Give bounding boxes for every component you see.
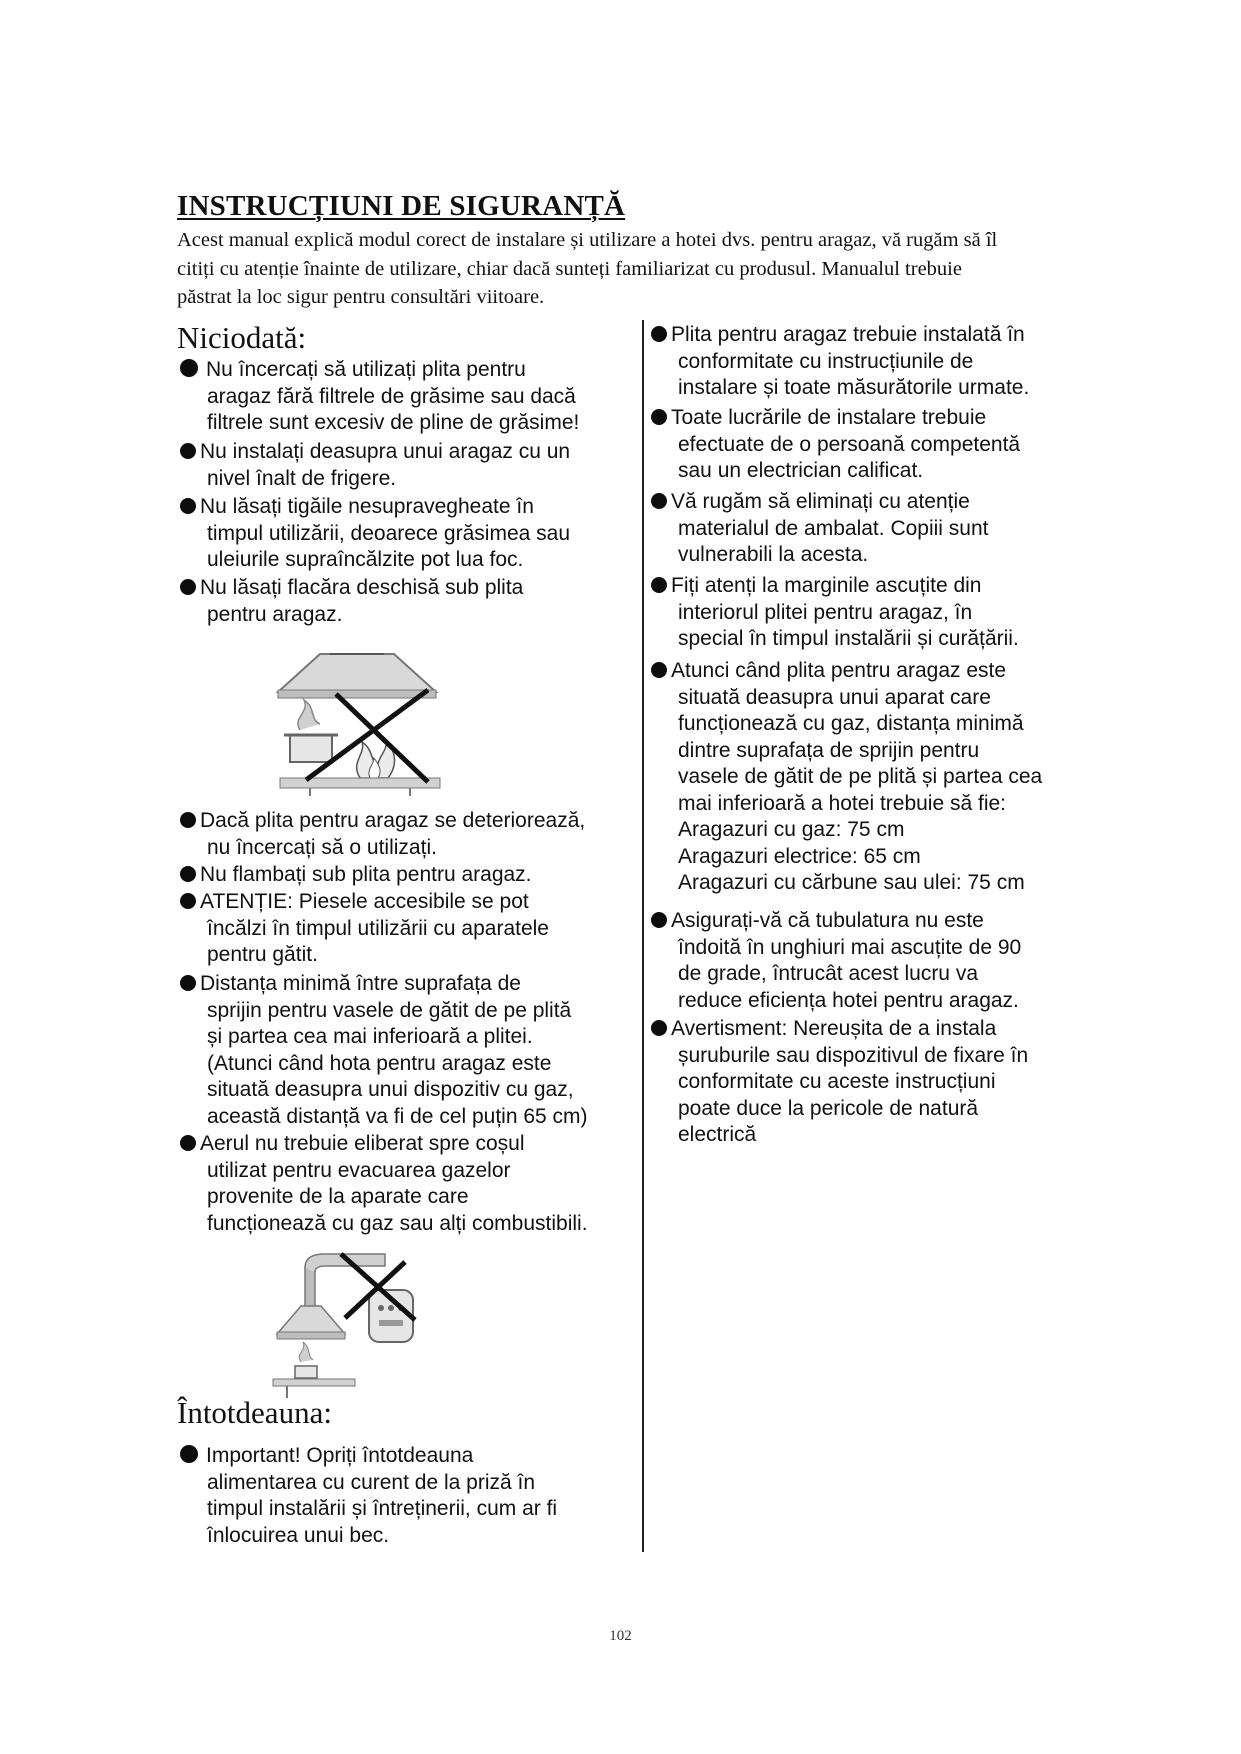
bullet-text: pentru aragaz. [207, 602, 343, 626]
column-divider [642, 320, 644, 1552]
bullet-text: Important! Opriți întotdeauna [206, 1444, 474, 1467]
bullet-dot-icon [180, 866, 196, 882]
bullet-text: timpul instalării și întreținerii, cum ar fi [207, 1497, 558, 1520]
bullet-text: sau un electrician calificat. [678, 459, 924, 482]
no-flue-venting-illustration [265, 1248, 465, 1403]
bullet-text: Aragazuri cu cărbune sau ulei: 75 cm [678, 871, 1025, 894]
bullet-dot-icon [180, 443, 196, 459]
bullet-dot-icon [651, 912, 667, 928]
never-bullet-2 [180, 439, 570, 492]
bullet-text: materialul de ambalat. Copiii sunt [678, 516, 989, 540]
bullet-dot-icon [180, 1135, 196, 1151]
bullet-text: Aragazuri cu gaz: 75 cm [678, 818, 905, 841]
bullet-text: situată deasupra unui dispozitiv cu gaz, [207, 1078, 574, 1101]
bullet-text: Asigurați-vă că tubulatura nu este [671, 909, 984, 932]
never-bullet-8 [180, 971, 588, 1130]
bullet-text: conformitate cu instrucțiunile de [678, 349, 974, 373]
bullet-dot-icon [651, 493, 667, 509]
bullet-dot-icon [180, 359, 198, 377]
right-bullet-3 [651, 489, 989, 569]
bullet-dot-icon [651, 326, 667, 342]
bullet-dot-icon [180, 579, 196, 595]
bullet-text: efectuate de o persoană competentă [678, 432, 1021, 456]
bullet-text: înlocuirea unui bec. [207, 1523, 390, 1547]
intro-line-3: păstrat la loc sigur pentru consultări viitoare. [177, 286, 545, 308]
bullet-text: îndoită în unghiuri mai ascuțite de 90 [678, 935, 1022, 959]
bullet-text: de grade, întrucât acest lucru va [678, 962, 978, 985]
bullet-text: Nu încercați să utilizați plita pentru [206, 358, 526, 381]
bullet-text: uleiurile supraîncălzite pot lua foc. [207, 548, 524, 571]
bullet-text: această distanță va fi de cel puțin 65 cm) [207, 1104, 588, 1128]
never-bullet-3 [180, 494, 570, 574]
bullet-text: nivel înalt de frigere. [207, 466, 397, 490]
bullet-text: situată deasupra unui aparat care [678, 685, 991, 709]
bullet-dot-icon [180, 498, 196, 514]
bullet-dot-icon [180, 975, 196, 991]
never-bullet-6 [180, 862, 532, 889]
bullet-dot-icon [180, 812, 196, 828]
bullet-text: sprijin pentru vasele de gătit de pe plită [207, 998, 572, 1022]
always-bullet-1 [180, 1443, 557, 1549]
bullet-text: Aerul nu trebuie eliberat spre coșul [200, 1132, 525, 1155]
page-title: INSTRUCȚIUNI DE SIGURANȚĂ [177, 190, 626, 222]
bullet-text: interiorul plitei pentru aragaz, în [678, 600, 973, 624]
bullet-text: încălzi în timpul utilizării cu aparatele [207, 916, 549, 940]
bullet-text: funcționează cu gaz sau alți combustibili. [207, 1211, 588, 1235]
bullet-text: nu încercați să o utilizați. [207, 835, 437, 859]
bullet-text: conformitate cu aceste instrucțiuni [678, 1070, 996, 1093]
bullet-text: Atunci când plita pentru aragaz este [671, 659, 1007, 682]
bullet-text: mai inferioară a hotei trebuie să fie: [678, 791, 1007, 815]
bullet-dot-icon [651, 409, 667, 425]
bullet-text: Plita pentru aragaz trebuie instalată în [671, 323, 1025, 346]
right-bullet-6 [651, 908, 1021, 1014]
bullet-dot-icon [180, 893, 196, 909]
bullet-dot-icon [180, 1445, 198, 1463]
bullet-dot-icon [651, 577, 667, 593]
no-flame-illustration [270, 650, 445, 800]
bullet-text: (Atunci când hota pentru aragaz este [207, 1051, 552, 1075]
bullet-text: reduce eficiența hotei pentru aragaz. [678, 988, 1019, 1012]
bullet-text: pentru gătit. [207, 943, 318, 966]
never-bullet-1 [180, 357, 579, 437]
right-bullet-5 [651, 658, 1042, 897]
intro-line-1: Acest manual explică modul corect de instalare și utilizare a hotei dvs. pentru aragaz, vă rugăm să îl [177, 229, 998, 251]
bullet-text: Nu lăsați flacăra deschisă sub plita [200, 576, 524, 599]
bullet-text: electrică [678, 1123, 757, 1146]
never-bullet-4 [180, 575, 523, 628]
intro-line-2: citiți cu atenție înainte de utilizare, chiar dacă sunteți familiarizat cu produsul. Manualul trebuie [177, 258, 962, 280]
bullet-text: filtrele sunt excesiv de pline de grăsime! [207, 411, 580, 434]
bullet-text: și partea cea mai inferioară a plitei. [207, 1025, 533, 1048]
bullet-text: aragaz fără filtrele de grăsime sau dacă [207, 384, 576, 408]
bullet-text: funcționează cu gaz, distanța minimă [678, 712, 1024, 735]
bullet-text: Vă rugăm să eliminați cu atenție [671, 490, 970, 513]
bullet-dot-icon [651, 1020, 667, 1036]
never-bullet-5 [180, 808, 585, 861]
bullet-text: Dacă plita pentru aragaz se deteriorează, [200, 809, 586, 832]
bullet-text: timpul utilizării, deoarece grăsimea sau [207, 521, 570, 545]
bullet-text: vulnerabili la acesta. [678, 543, 869, 566]
right-bullet-4 [651, 573, 1019, 653]
bullet-text: dintre suprafața de sprijin pentru [678, 738, 980, 762]
right-bullet-7 [651, 1016, 1028, 1149]
always-heading: Întotdeauna: [177, 1395, 332, 1430]
bullet-text: vasele de gătit de pe plită și partea cea [678, 765, 1043, 788]
bullet-text: utilizat pentru evacuarea gazelor [207, 1158, 511, 1182]
bullet-text: Distanța minimă între suprafața de [200, 972, 521, 995]
bullet-text: instalare și toate măsurătorile urmate. [678, 376, 1030, 399]
right-bullet-2 [651, 405, 1020, 485]
never-bullet-9 [180, 1131, 588, 1237]
bullet-text: Nu instalați deasupra unui aragaz cu un [200, 440, 571, 463]
page-number: 102 [609, 1628, 632, 1644]
bullet-text: șuruburile sau dispozitivul de fixare în [678, 1043, 1029, 1067]
bullet-text: Fiți atenți la marginile ascuțite din [671, 574, 982, 597]
right-bullet-1 [651, 322, 1029, 402]
bullet-text: provenite de la aparate care [207, 1185, 469, 1208]
bullet-text: Toate lucrările de instalare trebuie [671, 406, 987, 429]
never-bullet-7 [180, 889, 549, 969]
never-heading: Niciodată: [177, 320, 307, 355]
bullet-text: poate duce la pericole de natură [678, 1096, 979, 1120]
bullet-dot-icon [651, 662, 667, 678]
bullet-text: special în timpul instalării și curățării. [678, 627, 1019, 650]
bullet-text: Nu lăsați tigăile nesupravegheate în [200, 495, 534, 518]
bullet-text: alimentarea cu curent de la priză în [207, 1470, 536, 1494]
bullet-text: Aragazuri electrice: 65 cm [678, 844, 921, 868]
bullet-text: Avertisment: Nereușita de a instala [671, 1017, 997, 1040]
bullet-text: Nu flambați sub plita pentru aragaz. [200, 863, 532, 886]
bullet-text: ATENȚIE: Piesele accesibile se pot [200, 890, 529, 913]
